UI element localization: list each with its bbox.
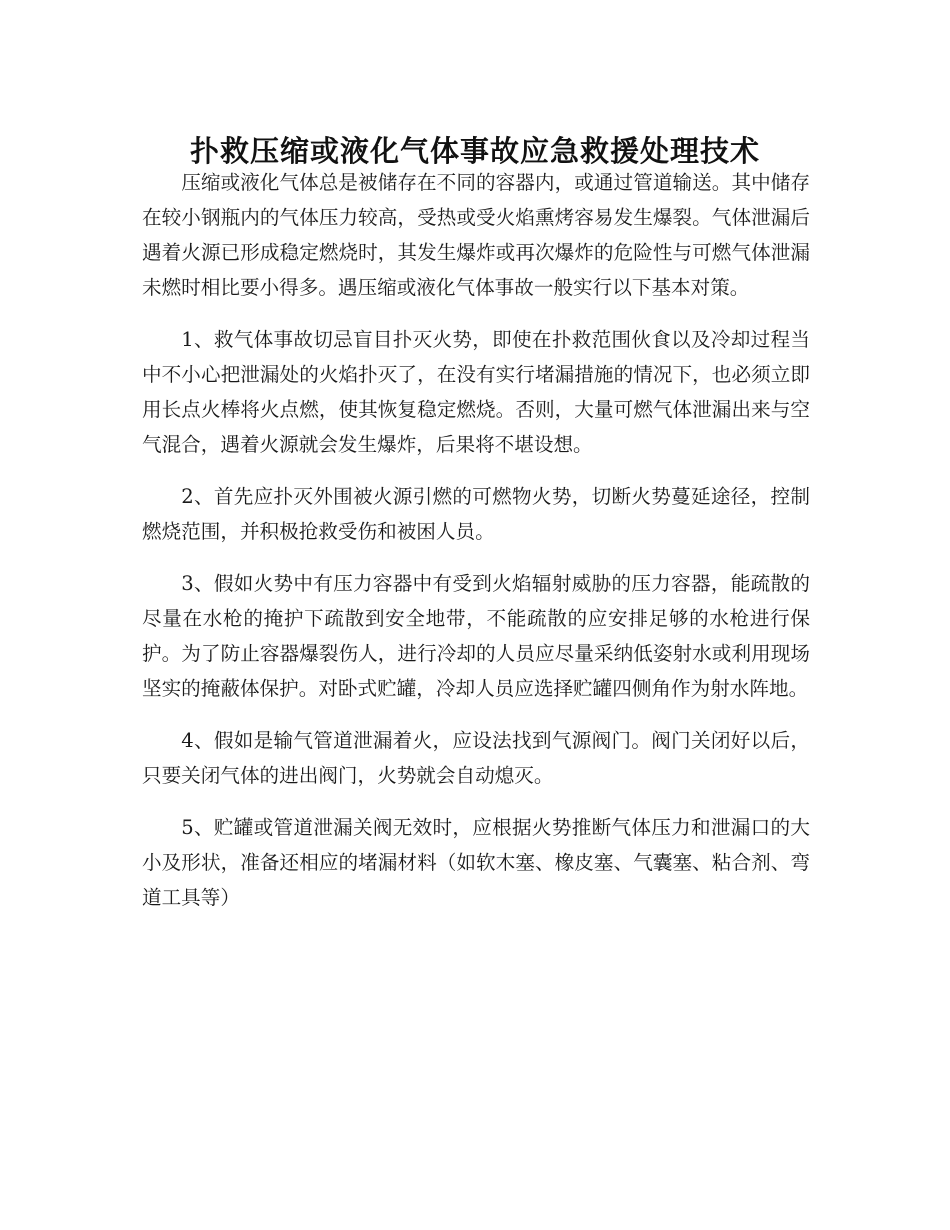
paragraph-5: 5、贮罐或管道泄漏关阀无效时，应根据火势推断气体压力和泄漏口的大小及形状，准备还相应的堵漏材料（如软木塞、橡皮塞、气囊塞、粘合剂、弯道工具等） [142, 816, 810, 909]
document-body [142, 165, 810, 932]
document-title: 扑救压缩或液化气体事故应急救援处理技术 [189, 134, 760, 169]
paragraph-1: 1、救气体事故切忌盲目扑灭火势，即使在扑救范围伙食以及冷却过程当中不小心把泄漏处的火焰扑灭了，在没有实行堵漏措施的情况下，也必须立即用长点火棒将火点燃，使其恢复稳定燃烧。否则，大量可燃气体泄漏出来与空气混合，遇着火源就会发生爆炸，后果将不堪设想。 [142, 328, 810, 456]
paragraph-4: 4、假如是输气管道泄漏着火，应设法找到气源阀门。阀门关闭好以后，只要关闭气体的进出阀门，火势就会自动熄灭。 [142, 729, 810, 787]
paragraph-intro: 压缩或液化气体总是被储存在不同的容器内，或通过管道输送。其中储存在较小钢瓶内的气体压力较高，受热或受火焰熏烤容易发生爆裂。气体泄漏后遇着火源已形成稳定燃烧时，其发生爆炸或再次爆炸的危险性与可燃气体泄漏未燃时相比要小得多。遇压缩或液化气体事故一般实行以下基本对策。 [142, 171, 810, 299]
paragraph-3: 3、假如火势中有压力容器中有受到火焰辐射威胁的压力容器，能疏散的尽量在水枪的掩护下疏散到安全地带，不能疏散的应安排足够的水枪进行保护。为了防止容器爆裂伤人，进行冷却的人员应尽量采纳低姿射水或利用现场坚实的掩蔽体保护。对卧式贮罐，冷却人员应选择贮罐四侧角作为射水阵地。 [142, 572, 810, 700]
paragraph-2: 2、首先应扑灭外围被火源引燃的可燃物火势，切断火势蔓延途径，控制燃烧范围，并积极抢救受伤和被困人员。 [142, 485, 810, 543]
